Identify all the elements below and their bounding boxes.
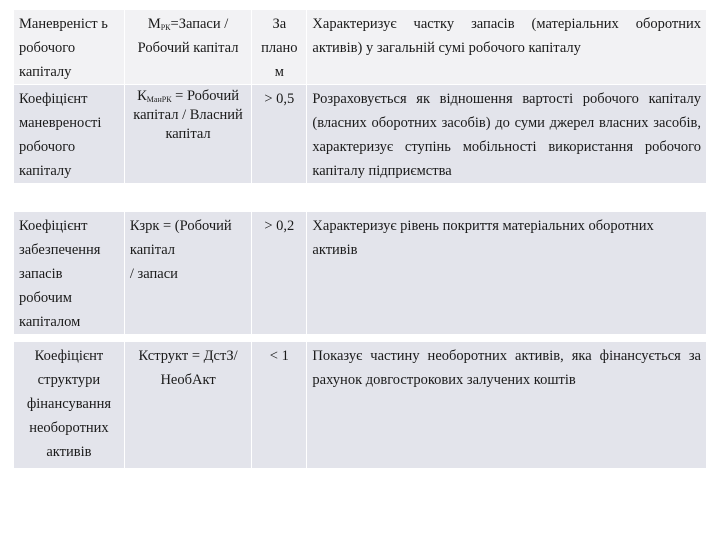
ratio-description: Показує частину необоротних активів, яка фінансується за рахунок довгострокових залучених коштів bbox=[307, 342, 706, 468]
ratio-formula bbox=[124, 10, 251, 85]
table-row bbox=[14, 212, 706, 334]
ratio-description: Розраховується як відношення вартості робочого капіталу (власних оборотних засобів) до суми джерел власних засобів, характеризує ступінь мобільності використання робочого капіталу підприємства bbox=[307, 85, 706, 184]
ratio-name: Маневреніст ь робочого капіталу bbox=[14, 10, 124, 85]
ratios-table-2 bbox=[14, 212, 706, 334]
ratio-formula: Кструкт = ДстЗ/НеобАкт bbox=[124, 342, 251, 468]
formula-symbol: К bbox=[137, 88, 147, 104]
ratio-norm: > 0,2 bbox=[252, 212, 307, 334]
ratio-formula bbox=[124, 85, 251, 184]
ratio-formula bbox=[124, 212, 251, 334]
formula-line: Кзрк = (Робочий bbox=[129, 218, 232, 234]
ratio-norm: За плано м bbox=[252, 10, 307, 85]
formula-line: капітал bbox=[129, 242, 176, 258]
ratios-table-3 bbox=[14, 342, 706, 468]
formula-subscript: РК bbox=[160, 23, 171, 32]
ratio-norm: > 0,5 bbox=[252, 85, 307, 184]
ratio-norm: < 1 bbox=[252, 342, 307, 468]
formula-symbol: М bbox=[147, 16, 161, 32]
ratios-table-1 bbox=[14, 10, 706, 183]
table-row bbox=[14, 342, 706, 468]
ratio-description: Характеризує рівень покриття матеріальних оборотних активів bbox=[307, 212, 706, 334]
formula-line: / запаси bbox=[129, 266, 178, 282]
table-row bbox=[14, 85, 706, 184]
formula-expression: =Запаси / Робочий капітал bbox=[137, 16, 239, 56]
formula-expression: = Робочий капітал / Власний капітал bbox=[133, 88, 243, 142]
ratio-name: Коефіцієнт структури фінансування необоротних активів bbox=[14, 342, 124, 468]
ratio-name: Коефіцієнт маневреності робочого капіталу bbox=[14, 85, 124, 184]
table-row bbox=[14, 10, 706, 85]
formula-subscript: МанРК bbox=[146, 95, 172, 104]
ratio-name: Коефіцієнт забезпечення запасів робочим капіталом bbox=[14, 212, 124, 334]
ratio-description: Характеризує частку запасів (матеріальних оборотних активів) у загальній сумі робочого капіталу bbox=[307, 10, 706, 85]
